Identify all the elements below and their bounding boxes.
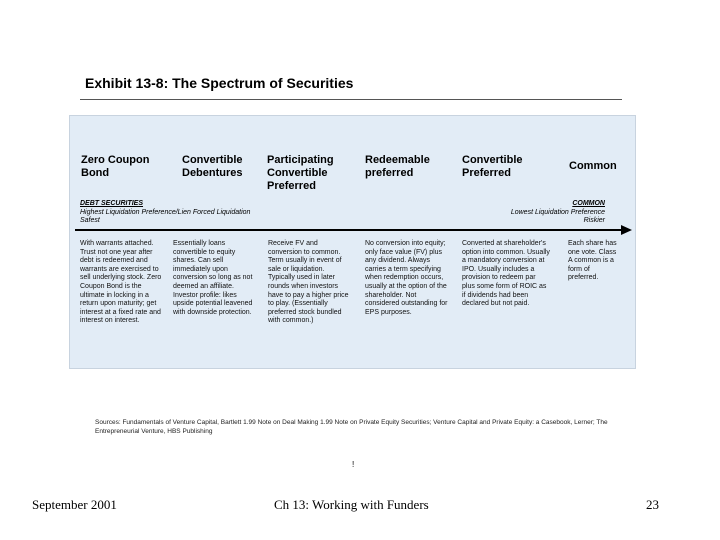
col-heading-redeemable-preferred: Redeemable preferred (365, 154, 430, 179)
sources-note: Sources: Fundamentals of Venture Capital, Bartlett 1.99 Note on Deal Making 1.99 Note on Private Equity Securities; Venture Capital and Private Equity: a Casebook, Lerner; The Entrepreneurial Venture, HBS Publishing (95, 419, 608, 435)
exhibit-title: Exhibit 13-8: The Spectrum of Securities (85, 75, 354, 91)
lowest-preference-label: Lowest Liquidation Preference (510, 208, 605, 216)
footer-date: September 2001 (32, 497, 117, 512)
spectrum-left-label (80, 200, 250, 226)
col-heading-common: Common (569, 160, 617, 172)
footer-page-number: 23 (646, 497, 659, 512)
col-desc-convertible-debentures: Essentially loans convertible to equity shares. Can sell immediately upon conversion so long as not deemed an affiliate. Investor profile: likes upside potential leavened with downside protection. (173, 240, 253, 316)
spectrum-arrow-line (75, 229, 623, 231)
col-desc-common: Each share has one vote. Class A common is a form of preferred. (568, 240, 617, 282)
debt-securities-label: DEBT SECURITIES (80, 200, 144, 207)
spectrum-right-label (511, 200, 605, 226)
col-heading-convertible-debentures: Convertible Debentures (182, 154, 243, 179)
col-desc-redeemable-preferred: No conversion into equity; only face value (FV) plus any dividend. Always carries a term specifying when redemption occurs, usually at the option of the shareholder. Not considered outstanding for EPS purposes. (365, 240, 448, 316)
riskier-label: Riskier (583, 217, 605, 224)
col-heading-zero-coupon: Zero Coupon Bond (81, 154, 150, 179)
col-heading-participating-preferred: Participating Convertible Preferred (267, 154, 334, 192)
col-desc-convertible-preferred: Converted at shareholder's option into common. Usually a mandatory conversion at IPO. Usually includes a provision to redeem par plus some form of ROIC as if dividends had been declared but not paid. (462, 240, 550, 308)
col-heading-convertible-preferred: Convertible Preferred (462, 154, 523, 179)
page-mark: ! (352, 460, 355, 469)
footer-chapter: Ch 13: Working with Funders (274, 497, 429, 512)
arrow-right-icon (621, 225, 632, 235)
safest-label: Safest (80, 217, 100, 224)
col-desc-zero-coupon: With warrants attached. Trust not one year after debt is redeemed and warrants are exercised to sell underlying stock. Zero Coupon Bond is the ultimate in locking in a return upon maturity; get interest at a fixed rate and interest on interest. (80, 240, 162, 325)
highest-preference-label: Highest Liquidation Preference/Lien Forced Liquidation (80, 208, 251, 216)
col-desc-participating-preferred: Receive FV and conversion to common. Term usually in event of sale or liquidation. Typically used in later rounds when investors have to pay a higher price to play. (Essentially preferred stock bundled with common.) (268, 240, 349, 325)
common-label: COMMON (572, 200, 605, 207)
title-divider (80, 99, 622, 100)
